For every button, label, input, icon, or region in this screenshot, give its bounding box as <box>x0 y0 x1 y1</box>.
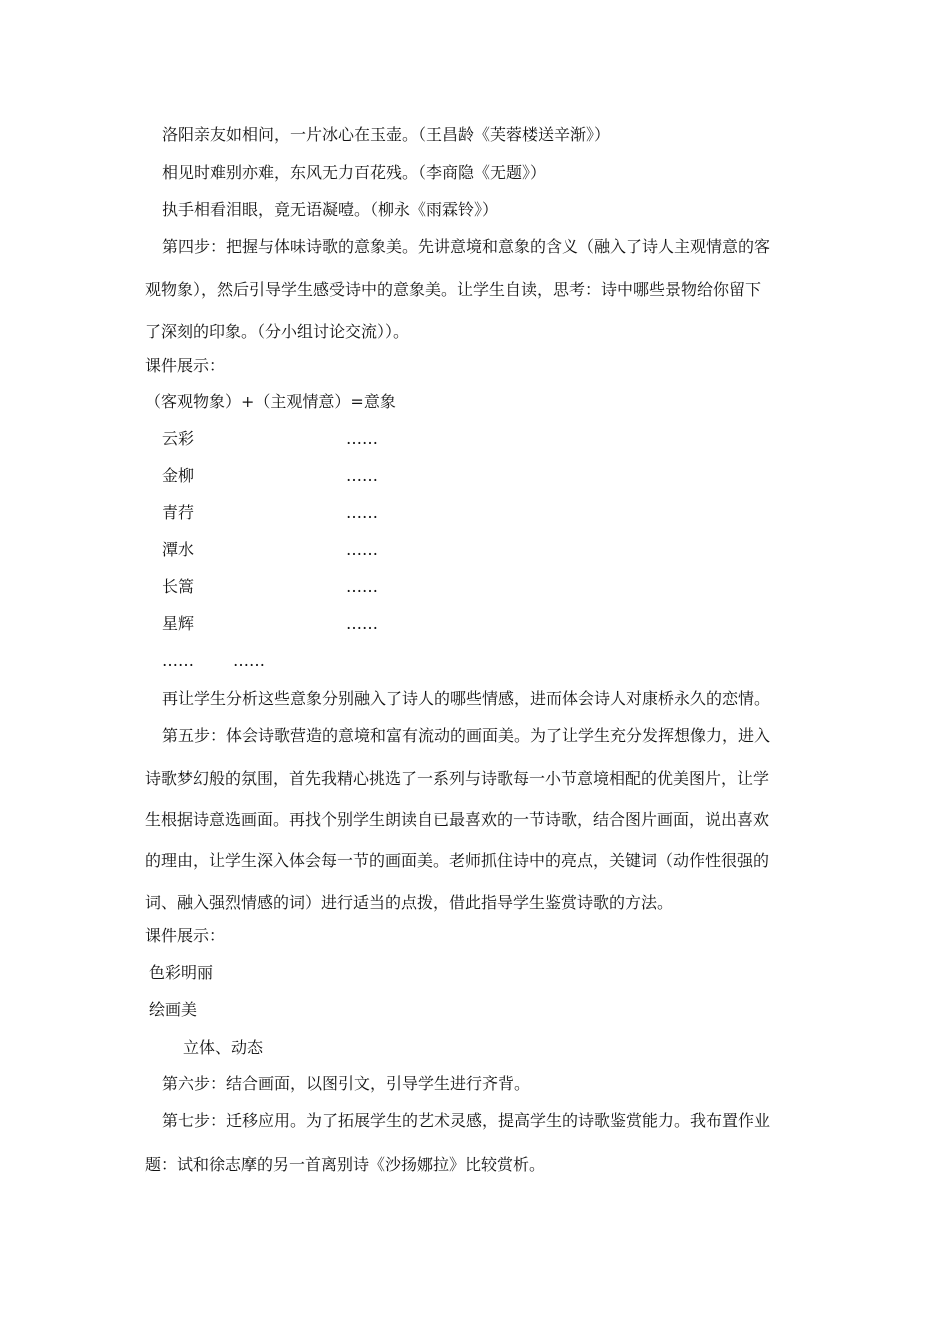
imagery-word: 青荇 <box>162 503 195 522</box>
beauty-color: 色彩明丽 <box>149 963 214 982</box>
imagery-word: 云彩 <box>162 429 195 448</box>
step6-paragraph: 第六步：结合画面，以图引文，引导学生进行齐背。 <box>162 1074 531 1093</box>
imagery-word: 长篙 <box>162 577 195 596</box>
step7-line-2: 题：试和徐志摩的另一首离别诗《沙扬娜拉》比较赏析。 <box>145 1155 546 1174</box>
quote-line-3: 执手相看泪眼，竟无语凝噎。（柳永《雨霖铃》） <box>162 200 499 219</box>
imagery-ellipsis: …… <box>346 466 378 485</box>
imagery-ellipsis: …… <box>346 503 378 522</box>
step5-line-2: 诗歌梦幻般的氛围，首先我精心挑选了一系列与诗歌每一小节意境相配的优美图片，让学 <box>145 769 770 788</box>
courseware-label: 课件展示： <box>145 356 226 375</box>
imagery-formula: （客观物象）+（主观情意）=意象 <box>145 392 396 411</box>
imagery-ellipsis: …… <box>346 429 378 448</box>
step7-line-1: 第七步：迁移应用。为了拓展学生的艺术灵感，提高学生的诗歌鉴赏能力。我布置作业 <box>162 1111 771 1130</box>
quote-line-2: 相见时难别亦难，东风无力百花残。（李商隐《无题》） <box>162 163 547 182</box>
step4-line-2: 观物象），然后引导学生感受诗中的意象美。让学生自读，思考：诗中哪些景物给你留下 <box>145 280 762 299</box>
extra-ellipsis: …… <box>162 651 194 670</box>
step5-line-4: 的理由，让学生深入体会每一节的画面美。老师抓住诗中的亮点，关键词（动作性很强的 <box>145 851 770 870</box>
beauty-painting: 绘画美 <box>149 1000 198 1019</box>
analysis-paragraph: 再让学生分析这些意象分别融入了诗人的哪些情感，进而体会诗人对康桥永久的恋情。 <box>162 689 771 708</box>
step4-line-3: 了深刻的印象。（分小组讨论交流））。 <box>145 322 410 341</box>
imagery-word: 金柳 <box>162 466 195 485</box>
extra-ellipsis: …… <box>233 651 265 670</box>
step5-line-1: 第五步：体会诗歌营造的意境和富有流动的画面美。为了让学生充分发挥想像力，进入 <box>162 726 771 745</box>
imagery-ellipsis: …… <box>346 577 378 596</box>
step5-line-5: 词、融入强烈情感的词）进行适当的点拨，借此指导学生鉴赏诗歌的方法。 <box>145 893 674 912</box>
step5-line-3: 生根据诗意选画面。再找个别学生朗读自已最喜欢的一节诗歌，结合图片画面，说出喜欢 <box>145 810 770 829</box>
step4-line-1: 第四步：把握与体味诗歌的意象美。先讲意境和意象的含义（融入了诗人主观情意的客 <box>162 237 771 256</box>
imagery-ellipsis: …… <box>346 540 378 559</box>
imagery-ellipsis: …… <box>346 614 378 633</box>
imagery-word: 潭水 <box>162 540 195 559</box>
quote-line-1: 洛阳亲友如相问，一片冰心在玉壶。（王昌龄《芙蓉楼送辛渐》） <box>162 125 611 144</box>
courseware-label: 课件展示： <box>145 926 226 945</box>
imagery-word: 星辉 <box>162 614 195 633</box>
beauty-dynamic: 立体、动态 <box>183 1038 264 1057</box>
